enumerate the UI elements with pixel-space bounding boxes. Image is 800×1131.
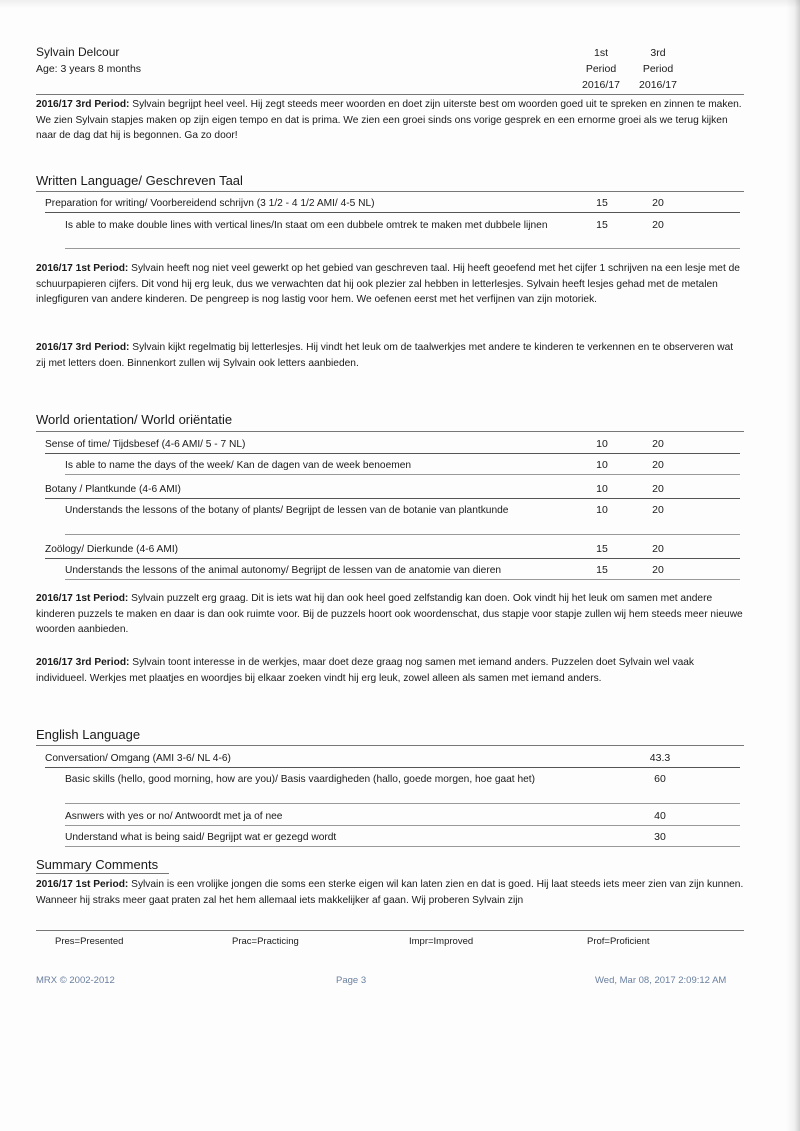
score-average: 43.3 xyxy=(649,752,671,764)
period-1-ordinal: 1st xyxy=(593,47,608,59)
item-label: Basic skills (hello, good morning, how are you)/ Basis vaardigheden (hallo, goede morgen, hoe gaat het) xyxy=(65,774,536,785)
item-label: Understands the lessons of the animal autonomy/ Begrijpt de lessen van de anatomie van dieren xyxy=(65,565,502,576)
footer-page-number: Page 3 xyxy=(336,975,367,986)
comment-label: 2016/17 1st Period: xyxy=(36,593,129,604)
score-period-1: 10 xyxy=(596,459,608,471)
scan-shadow-right xyxy=(786,0,800,1131)
section-rule xyxy=(36,191,744,192)
score-period-3: 20 xyxy=(652,543,664,555)
comment-text: Sylvain toont interesse in de werkjes, maar doet deze graag nog samen met iemand anders. Puzzelen doet Sylvain wel vaak individueel. Werkjes met plaatjes en woordjes bij elkaar zoeken vindt hij erg leuk, zowel alleen als samen met iemand anders. xyxy=(36,657,695,684)
row-rule xyxy=(65,534,740,535)
score-period-3: 20 xyxy=(652,483,664,495)
footer-timestamp: Wed, Mar 08, 2017 2:09:12 AM xyxy=(595,975,727,986)
student-name: Sylvain Delcour xyxy=(36,45,120,59)
score-period-1: 15 xyxy=(596,197,608,209)
category-label: Sense of time/ Tijdsbesef (4-6 AMI/ 5 - 7 NL) xyxy=(45,439,246,450)
period-3-ordinal: 3rd xyxy=(650,47,666,59)
section-title-world: World orientation/ World oriëntatie xyxy=(36,412,233,427)
section-rule xyxy=(36,431,744,432)
item-label: Asnwers with yes or no/ Antwoordt met ja of nee xyxy=(65,811,283,822)
score-value: 60 xyxy=(654,773,666,785)
comment-text: Sylvain is een vrolijke jongen die soms een sterke eigen wil kan laten zien en dat is goed. Hij laat steeds iets meer zien van zijn kunnen. Wanneer hij straks meer gaat praten zal het hem allemaal iets makkelijker af gaan. Wij proberen Sylvain zijn xyxy=(36,879,744,906)
scan-shadow-top xyxy=(0,0,800,8)
score-value: 40 xyxy=(654,810,666,822)
row-rule xyxy=(65,803,740,804)
score-period-3: 20 xyxy=(652,564,664,576)
comment-label: 2016/17 3rd Period: xyxy=(36,657,130,668)
score-period-1: 10 xyxy=(596,438,608,450)
item-label: Understands the lessons of the botany of plants/ Begrijpt de lessen van de botanie van plantkunde xyxy=(65,505,509,516)
comment-text: Sylvain puzzelt erg graag. Dit is iets wat hij dan ook heel goed zelfstandig kan doen. Ook vindt hij het leuk om samen met andere kinderen puzzels te maken en daar is dan ook ruimte voor. Bij de puzzels hoort ook woordenschat, dus stapje voor stapje zullen wij hem steeds meer nieuwe woorden aanbieden. xyxy=(36,593,743,636)
category-label: Zoölogy/ Dierkunde (4-6 AMI) xyxy=(45,544,179,555)
score-period-1: 15 xyxy=(596,564,608,576)
row-rule xyxy=(45,558,740,559)
category-label: Botany / Plantkunde (4-6 AMI) xyxy=(45,484,181,495)
period-3-header xyxy=(628,45,688,93)
row-rule xyxy=(65,474,740,475)
section-title-written: Written Language/ Geschreven Taal xyxy=(36,173,243,188)
period-1-header xyxy=(571,45,631,93)
score-period-3: 20 xyxy=(652,459,664,471)
score-period-1: 15 xyxy=(596,219,608,231)
row-rule xyxy=(45,453,740,454)
item-label: Is able to name the days of the week/ Kan de dagen van de week benoemen xyxy=(65,460,412,471)
summary-comment xyxy=(36,877,744,908)
section-rule xyxy=(36,745,744,746)
item-label: Is able to make double lines with vertical lines/In staat om een dubbele omtrek te maken met dubbele lijnen xyxy=(65,220,548,231)
score-period-1: 10 xyxy=(596,504,608,516)
legend-proficient: Prof=Proficient xyxy=(587,936,650,947)
footer-copyright: MRX © 2002-2012 xyxy=(36,975,115,986)
score-period-3: 20 xyxy=(652,219,664,231)
comment-label: 2016/17 3rd Period: xyxy=(36,342,130,353)
score-period-3: 20 xyxy=(652,438,664,450)
section-title-summary: Summary Comments xyxy=(36,857,159,872)
score-period-1: 10 xyxy=(596,483,608,495)
comment-label: 2016/17 1st Period: xyxy=(36,263,129,274)
row-rule xyxy=(65,846,740,847)
comment-text: Sylvain heeft nog niet veel gewerkt op het gebied van geschreven taal. Hij heeft geoefend met het cijfer 1 schrijven na een lesje met de schuurpapieren cijfers. Dit vond hij erg leuk, dus we verwachten dat hij ook plezier zal hebben in letterlesjes. Sylvain heeft lesjes gehad met de metalen inlegfiguren van andere kinderen. De pengreep is nog lastig voor hem. We oefenen eerst met het verfijnen van zijn motoriek. xyxy=(36,263,740,306)
row-rule xyxy=(65,579,740,580)
score-period-1: 15 xyxy=(596,543,608,555)
category-label: Conversation/ Omgang (AMI 3-6/ NL 4-6) xyxy=(45,753,231,764)
intro-comment xyxy=(36,97,744,144)
category-label: Preparation for writing/ Voorbereidend schrijvn (3 1/2 - 4 1/2 AMI/ 4-5 NL) xyxy=(45,198,375,209)
row-rule xyxy=(45,767,740,768)
row-rule xyxy=(45,498,740,499)
header-rule xyxy=(36,94,744,95)
score-period-3: 20 xyxy=(652,197,664,209)
legend-rule xyxy=(36,930,744,931)
written-comment-1 xyxy=(36,261,744,308)
row-rule xyxy=(65,825,740,826)
legend-improved: Impr=Improved xyxy=(409,936,474,947)
item-label: Understand what is being said/ Begrijpt wat er gezegd wordt xyxy=(65,832,337,843)
row-rule xyxy=(65,248,740,249)
period-1-year: 2016/17 xyxy=(582,79,620,91)
legend-presented: Pres=Presented xyxy=(55,936,124,947)
score-period-3: 20 xyxy=(652,504,664,516)
legend-practicing: Prac=Practicing xyxy=(232,936,299,947)
comment-label: 2016/17 1st Period: xyxy=(36,879,129,890)
comment-label: 2016/17 3rd Period: xyxy=(36,99,130,110)
comment-text: Sylvain begrijpt heel veel. Hij zegt steeds meer woorden en doet zijn uiterste best om woorden goed uit te spreken en zinnen te maken. We zien Sylvain stapjes maken op zijn eigen tempo en dat is prima. We zien een groei sinds ons vorige gesprek en een ernorme groei als we terug kijken naar de dag dat hij is begonnen. Ga zo door! xyxy=(36,99,742,142)
section-title-english: English Language xyxy=(36,727,141,742)
period-3-word: Period xyxy=(642,63,674,75)
comment-text: Sylvain kijkt regelmatig bij letterlesjes. Hij vindt het leuk om de taalwerkjes met andere te kinderen te verkennen en te observeren wat zij met letters doen. Binnenkort zullen wij Sylvain ook letters aanbieden. xyxy=(36,342,734,369)
world-comment-2 xyxy=(36,655,744,686)
student-age: Age: 3 years 8 months xyxy=(36,63,142,75)
score-value: 30 xyxy=(654,831,666,843)
period-1-word: Period xyxy=(585,63,617,75)
world-comment-1 xyxy=(36,591,744,638)
row-rule xyxy=(45,212,740,213)
section-rule xyxy=(36,873,169,874)
period-3-year: 2016/17 xyxy=(639,79,677,91)
written-comment-2 xyxy=(36,340,744,371)
